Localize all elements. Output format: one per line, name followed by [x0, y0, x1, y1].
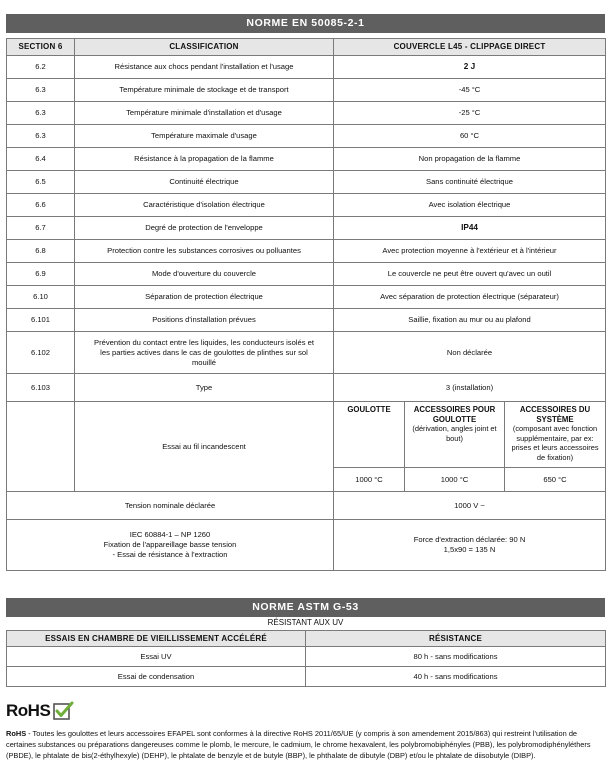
- rohs-label: RoHS: [6, 729, 27, 738]
- row-classification: Température maximale d'usage: [75, 125, 334, 148]
- en50085-table: [6, 38, 606, 571]
- row-value: -25 °C: [334, 102, 606, 125]
- table-row-6102: [7, 332, 606, 374]
- fil-col3-value: 650 °C: [505, 468, 606, 492]
- row-classification: Résistance à la propagation de la flamme: [75, 148, 334, 171]
- iec-line2: Fixation de l'appareillage basse tension: [103, 540, 237, 549]
- table-row: [7, 263, 606, 286]
- row-section: 6.6: [7, 194, 75, 217]
- section-subtitle-uv: RÉSISTANT AUX UV: [267, 618, 344, 627]
- row-value: [334, 520, 606, 571]
- table-row: [7, 125, 606, 148]
- header-test: ESSAIS EN CHAMBRE DE VIEILLISSEMENT ACCÉLÉRÉ: [7, 631, 306, 647]
- table-row: [7, 309, 606, 332]
- row-classification: Prévention du contact entre les liquides, les conducteurs isolés et les parties actives dans le cas de goulottes de plinthes sur sol mouillé: [75, 332, 334, 374]
- fil-col2-note: (dérivation, angles joint et bout): [412, 424, 497, 443]
- row-section: 6.101: [7, 309, 75, 332]
- rohs-text: - Toutes les goulottes et leurs accessoires EFAPEL sont conformes à la directive RoHS 2011/65/UE (y compris à son amendement 2015/863) qui restreint l'utilisation de certaines substances ou préparations dangereuses comme le plomb, le mercure, le cadmium, le chrome hexavalent, les polybromobiphényles (PBB), les polybromodiphényléthers (PBDE), le phtalate de bis(2-éthylhexyle) (DEHP), le phtalate de benzyle et de butyle (BBP), le phthalate de dibutyle (DBP) et/ou le phtalate de diisobutyle (DIBP).: [6, 729, 591, 760]
- row-section: 6.103: [7, 374, 75, 402]
- header-resistance: RÉSISTANCE: [306, 631, 606, 647]
- row-section: 6.3: [7, 125, 75, 148]
- row-value: IP44: [334, 217, 606, 240]
- table-row: [7, 240, 606, 263]
- row-value: 2 J: [334, 56, 606, 79]
- table-row: [7, 79, 606, 102]
- fil-col2-value: 1000 °C: [405, 468, 505, 492]
- fil-col3-head: ACCESSOIRES DU SYSTÈME: [519, 405, 591, 424]
- row-classification: Type: [75, 374, 334, 402]
- row-classification: Caractéristique d'isolation électrique: [75, 194, 334, 217]
- table-row-tension: [7, 492, 606, 520]
- row-value: Non propagation de la flamme: [334, 148, 606, 171]
- row-value: 3 (installation): [334, 374, 606, 402]
- astm-test: Essai UV: [7, 647, 306, 667]
- iec-line1: IEC 60884-1 – NP 1260: [129, 530, 211, 539]
- row-classification: Positions d'installation prévues: [75, 309, 334, 332]
- row-value: 60 °C: [334, 125, 606, 148]
- row-classification: [7, 520, 334, 571]
- row-section: 6.4: [7, 148, 75, 171]
- row-section: 6.9: [7, 263, 75, 286]
- row-value: Avec séparation de protection électrique (séparateur): [334, 286, 606, 309]
- table-row: [7, 102, 606, 125]
- fil-col1-head: GOULOTTE: [347, 405, 391, 414]
- fil-col2-head: ACCESSOIRES POUR GOULOTTE: [413, 405, 496, 424]
- table-header-row: [7, 39, 606, 56]
- section-title-en50085: NORME EN 50085-2-1: [6, 14, 605, 33]
- row-section: 6.7: [7, 217, 75, 240]
- table-row: [7, 56, 606, 79]
- astm-value: 80 h - sans modifications: [306, 647, 606, 667]
- row-classification: Continuité électrique: [75, 171, 334, 194]
- rohs-logo-text: RoHS: [6, 701, 51, 720]
- table-row: [7, 171, 606, 194]
- row-value: Sans continuité électrique: [334, 171, 606, 194]
- table-row-iec: [7, 520, 606, 571]
- row-classification: Séparation de protection électrique: [75, 286, 334, 309]
- table-row-6103: [7, 374, 606, 402]
- astm-value: 40 h - sans modifications: [306, 667, 606, 687]
- row-section: 6.2: [7, 56, 75, 79]
- row-classification: Degré de protection de l'enveloppe: [75, 217, 334, 240]
- row-value: Le couvercle ne peut être ouvert qu'avec un outil: [334, 263, 606, 286]
- row-value: 1000 V ~: [334, 492, 606, 520]
- row-classification: Mode d'ouverture du couvercle: [75, 263, 334, 286]
- table-row: [7, 667, 606, 687]
- row-section: 6.3: [7, 79, 75, 102]
- checkmark-icon: [52, 701, 74, 721]
- table-row: [7, 286, 606, 309]
- table-row: [7, 647, 606, 667]
- row-classification: Tension nominale déclarée: [7, 492, 334, 520]
- table-row: [7, 194, 606, 217]
- section-title-astm: NORME ASTM G-53: [6, 598, 605, 617]
- rohs-statement: [6, 728, 605, 761]
- row-section: 6.8: [7, 240, 75, 263]
- row-value: Avec protection moyenne à l'extérieur et à l'intérieur: [334, 240, 606, 263]
- fil-col-goulotte: [334, 402, 405, 468]
- row-section: 6.3: [7, 102, 75, 125]
- row-section: 6.5: [7, 171, 75, 194]
- astm-header-row: [7, 631, 606, 647]
- row-section: 6.10: [7, 286, 75, 309]
- row-classification: Essai au fil incandescent: [75, 402, 334, 492]
- row-classification: Température minimale d'installation et d'usage: [75, 102, 334, 125]
- row-value: Avec isolation électrique: [334, 194, 606, 217]
- header-classification: CLASSIFICATION: [75, 39, 334, 56]
- header-section: SECTION 6: [7, 39, 75, 56]
- iec-value2: 1,5x90 = 135 N: [443, 545, 496, 554]
- table-row: [7, 148, 606, 171]
- row-classification: Protection contre les substances corrosives ou polluantes: [75, 240, 334, 263]
- row-section: 6.102: [7, 332, 75, 374]
- row-section-empty: [7, 402, 75, 492]
- table-row-fil-heads: [7, 402, 606, 468]
- rohs-logo: [6, 700, 74, 722]
- row-value: Non déclarée: [334, 332, 606, 374]
- table-row: [7, 217, 606, 240]
- row-classification: Résistance aux chocs pendant l'installation et l'usage: [75, 56, 334, 79]
- fil-col3-note: (composant avec fonction supplémentaire, par ex: prises et leurs accessoires de fixation): [511, 424, 599, 462]
- iec-line3: - Essai de résistance à l'extraction: [112, 550, 228, 559]
- row-value: Saillie, fixation au mur ou au plafond: [334, 309, 606, 332]
- header-product: COUVERCLE L45 - CLIPPAGE DIRECT: [334, 39, 606, 56]
- fil-col-accessoires-goulotte: [405, 402, 505, 468]
- fil-col-accessoires-systeme: [505, 402, 606, 468]
- fil-col1-value: 1000 °C: [334, 468, 405, 492]
- row-value: -45 °C: [334, 79, 606, 102]
- astm-table: [6, 630, 606, 687]
- iec-value1: Force d'extraction déclarée: 90 N: [413, 535, 526, 544]
- astm-test: Essai de condensation: [7, 667, 306, 687]
- row-classification: Température minimale de stockage et de transport: [75, 79, 334, 102]
